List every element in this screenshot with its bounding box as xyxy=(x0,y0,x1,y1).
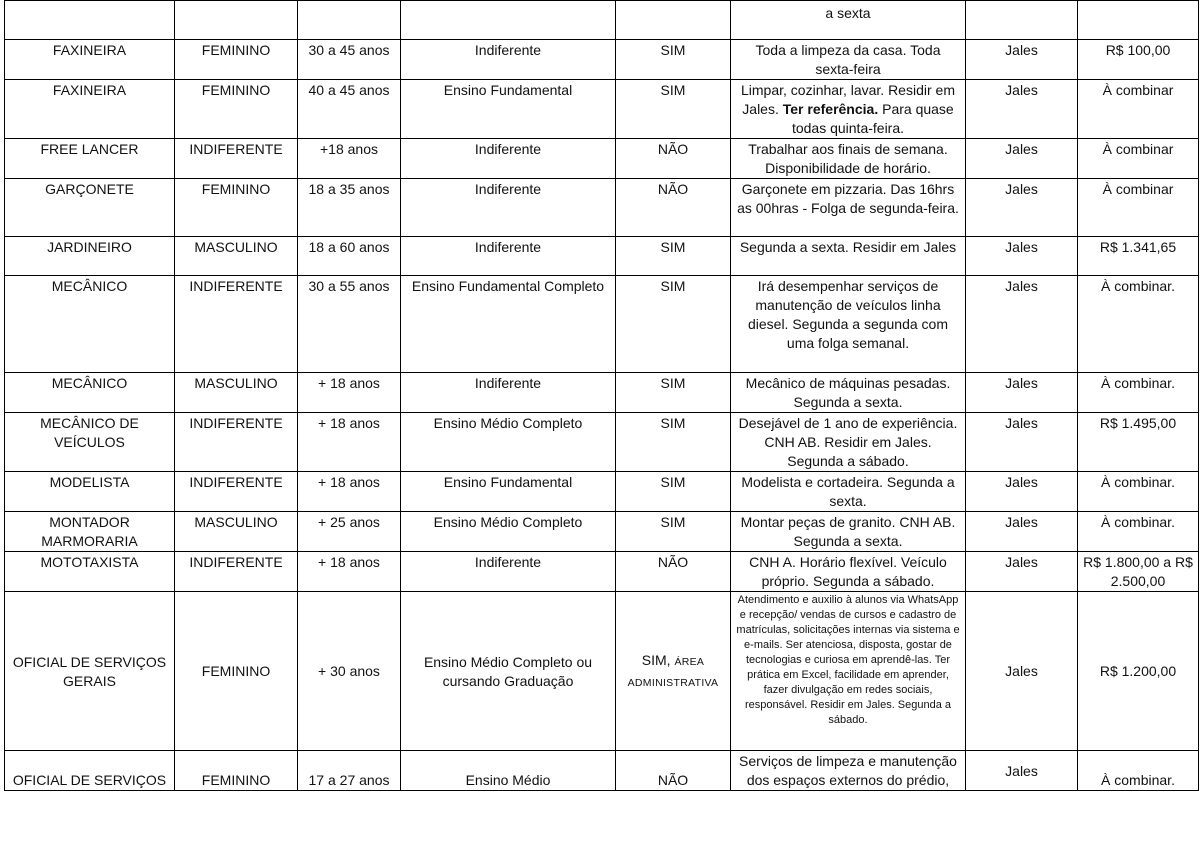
experiencia-cell: SIM xyxy=(616,472,731,512)
experiencia-cell: SIM xyxy=(616,413,731,472)
experiencia-cell xyxy=(616,592,731,751)
idade-cell: + 30 anos xyxy=(298,592,401,751)
cidade-cell: Jales xyxy=(966,751,1078,791)
salario-cell: À combinar. xyxy=(1078,472,1199,512)
cidade-cell: Jales xyxy=(966,40,1078,80)
table-row xyxy=(5,592,1199,751)
cidade-cell: Jales xyxy=(966,472,1078,512)
idade-cell: + 18 anos xyxy=(298,413,401,472)
sexo-cell: FEMININO xyxy=(175,179,298,237)
sexo-cell: MASCULINO xyxy=(175,512,298,552)
experiencia-value: SIM, xyxy=(641,651,671,668)
idade-cell xyxy=(298,1,401,40)
table-row xyxy=(5,40,1199,80)
cargo-cell: FAXINEIRA xyxy=(5,80,175,139)
table-row xyxy=(5,472,1199,512)
descricao-cell xyxy=(731,80,966,139)
idade-cell: 18 a 35 anos xyxy=(298,179,401,237)
descricao-cell: Trabalhar aos finais de semana. Disponibilidade de horário. xyxy=(731,139,966,179)
experiencia-cell: SIM xyxy=(616,80,731,139)
escolaridade-cell: Ensino Fundamental xyxy=(401,80,616,139)
escolaridade-cell: Ensino Médio Completo xyxy=(401,512,616,552)
table-row xyxy=(5,552,1199,592)
salario-cell: R$ 100,00 xyxy=(1078,40,1199,80)
idade-cell: 17 a 27 anos xyxy=(298,751,401,791)
cargo-cell: OFICIAL DE SERVIÇOS GERAIS xyxy=(5,592,175,751)
escolaridade-cell: Ensino Médio xyxy=(401,751,616,791)
cidade-cell: Jales xyxy=(966,139,1078,179)
cargo-cell: OFICIAL DE SERVIÇOS xyxy=(5,751,175,791)
escolaridade-cell: Ensino Fundamental xyxy=(401,472,616,512)
cidade-cell: Jales xyxy=(966,592,1078,751)
experiencia-cell xyxy=(616,1,731,40)
escolaridade-cell: Indiferente xyxy=(401,139,616,179)
experiencia-cell: SIM xyxy=(616,237,731,276)
table-row xyxy=(5,276,1199,373)
experiencia-cell: SIM xyxy=(616,276,731,373)
escolaridade-cell: Indiferente xyxy=(401,552,616,592)
cidade-cell: Jales xyxy=(966,413,1078,472)
idade-cell: 40 a 45 anos xyxy=(298,80,401,139)
escolaridade-cell: Ensino Médio Completo ou cursando Graduação xyxy=(401,592,616,751)
salario-cell: À combinar. xyxy=(1078,751,1199,791)
salario-cell: À combinar. xyxy=(1078,512,1199,552)
sexo-cell: INDIFERENTE xyxy=(175,413,298,472)
descricao-cell: Irá desempenhar serviços de manutenção de veículos linha diesel. Segunda a segunda com uma folga semanal. xyxy=(731,276,966,373)
cargo-cell: MECÂNICO xyxy=(5,276,175,373)
experiencia-cell: SIM xyxy=(616,373,731,413)
descricao-text: Para quase todas quinta-feira. xyxy=(791,101,954,136)
job-listings-table xyxy=(4,0,1199,791)
descricao-cell: Mecânico de máquinas pesadas. Segunda a sexta. xyxy=(731,373,966,413)
escolaridade-cell: Indiferente xyxy=(401,40,616,80)
descricao-cell: a sexta xyxy=(731,1,966,40)
salario-cell: À combinar xyxy=(1078,179,1199,237)
experiencia-cell: NÃO xyxy=(616,751,731,791)
table-row xyxy=(5,512,1199,552)
cidade-cell: Jales xyxy=(966,237,1078,276)
cargo-cell xyxy=(5,1,175,40)
cidade-cell: Jales xyxy=(966,80,1078,139)
experiencia-cell: SIM xyxy=(616,512,731,552)
sexo-cell: FEMININO xyxy=(175,592,298,751)
cargo-cell: FAXINEIRA xyxy=(5,40,175,80)
cidade-cell: Jales xyxy=(966,276,1078,373)
descricao-cell: Desejável de 1 ano de experiência. CNH AB. Residir em Jales. Segunda a sábado. xyxy=(731,413,966,472)
table-row xyxy=(5,1,1199,40)
descricao-cell: Modelista e cortadeira. Segunda a sexta. xyxy=(731,472,966,512)
salario-cell: R$ 1.200,00 xyxy=(1078,592,1199,751)
cargo-cell: JARDINEIRO xyxy=(5,237,175,276)
idade-cell: + 18 anos xyxy=(298,472,401,512)
sexo-cell: FEMININO xyxy=(175,751,298,791)
idade-cell: + 18 anos xyxy=(298,552,401,592)
descricao-cell: Montar peças de granito. CNH AB. Segunda a sexta. xyxy=(731,512,966,552)
idade-cell: 18 a 60 anos xyxy=(298,237,401,276)
descricao-cell: Atendimento e auxilio à alunos via WhatsApp e recepção/ vendas de cursos e cadastro de matrículas, solicitações internas via sistema e e-mails. Ser atenciosa, disposta, gostar de tecnologias e curiosa em aprendê-las. Ter prática em Excel, facilidade em aprender, fazer divulgação em redes sociais, responsável. Residir em Jales. Segunda a sábado. xyxy=(731,592,966,751)
descricao-cell: Toda a limpeza da casa. Toda sexta-feira xyxy=(731,40,966,80)
descricao-cell: Garçonete em pizzaria. Das 16hrs as 00hras - Folga de segunda-feira. xyxy=(731,179,966,237)
sexo-cell: INDIFERENTE xyxy=(175,552,298,592)
descricao-cell: Segunda a sexta. Residir em Jales xyxy=(731,237,966,276)
salario-cell xyxy=(1078,1,1199,40)
cidade-cell: Jales xyxy=(966,512,1078,552)
table-row xyxy=(5,237,1199,276)
salario-cell: R$ 1.495,00 xyxy=(1078,413,1199,472)
table-row xyxy=(5,373,1199,413)
sexo-cell: FEMININO xyxy=(175,40,298,80)
idade-cell: 30 a 55 anos xyxy=(298,276,401,373)
table-row xyxy=(5,751,1199,791)
table-row xyxy=(5,80,1199,139)
escolaridade-cell: Indiferente xyxy=(401,179,616,237)
descricao-cell: CNH A. Horário flexível. Veículo próprio. Segunda a sábado. xyxy=(731,552,966,592)
sexo-cell: FEMININO xyxy=(175,80,298,139)
escolaridade-cell: Ensino Fundamental Completo xyxy=(401,276,616,373)
table-row xyxy=(5,179,1199,237)
salario-cell: À combinar. xyxy=(1078,373,1199,413)
idade-cell: +18 anos xyxy=(298,139,401,179)
experiencia-cell: SIM xyxy=(616,40,731,80)
sexo-cell: INDIFERENTE xyxy=(175,276,298,373)
cidade-cell: Jales xyxy=(966,373,1078,413)
escolaridade-cell xyxy=(401,1,616,40)
escolaridade-cell: Ensino Médio Completo xyxy=(401,413,616,472)
descricao-text: Limpar, cozinhar, lavar. Residir em Jales. xyxy=(741,82,955,117)
cidade-cell: Jales xyxy=(966,179,1078,237)
cargo-cell: MONTADOR MARMORARIA xyxy=(5,512,175,552)
salario-cell: R$ 1.341,65 xyxy=(1078,237,1199,276)
sexo-cell: INDIFERENTE xyxy=(175,139,298,179)
experiencia-cell: NÃO xyxy=(616,552,731,592)
experiencia-note: ÁREA ADMINISTRATIVA xyxy=(627,655,719,689)
cargo-cell: GARÇONETE xyxy=(5,179,175,237)
experiencia-cell: NÃO xyxy=(616,139,731,179)
salario-cell: À combinar xyxy=(1078,139,1199,179)
idade-cell: 30 a 45 anos xyxy=(298,40,401,80)
salario-cell: R$ 1.800,00 a R$ 2.500,00 xyxy=(1078,552,1199,592)
table-row xyxy=(5,139,1199,179)
escolaridade-cell: Indiferente xyxy=(401,373,616,413)
sexo-cell xyxy=(175,1,298,40)
sexo-cell: INDIFERENTE xyxy=(175,472,298,512)
descricao-cell: Serviços de limpeza e manutenção dos espaços externos do prédio, xyxy=(731,751,966,791)
sexo-cell: MASCULINO xyxy=(175,237,298,276)
cargo-cell: FREE LANCER xyxy=(5,139,175,179)
cargo-cell: MODELISTA xyxy=(5,472,175,512)
experiencia-cell: NÃO xyxy=(616,179,731,237)
escolaridade-cell: Indiferente xyxy=(401,237,616,276)
salario-cell: À combinar xyxy=(1078,80,1199,139)
cargo-cell: MECÂNICO xyxy=(5,373,175,413)
table-row xyxy=(5,413,1199,472)
cidade-cell: Jales xyxy=(966,552,1078,592)
descricao-highlight: Ter referência. xyxy=(782,101,879,117)
cidade-cell xyxy=(966,1,1078,40)
idade-cell: + 25 anos xyxy=(298,512,401,552)
idade-cell: + 18 anos xyxy=(298,373,401,413)
sexo-cell: MASCULINO xyxy=(175,373,298,413)
salario-cell: À combinar. xyxy=(1078,276,1199,373)
cargo-cell: MOTOTAXISTA xyxy=(5,552,175,592)
cargo-cell: MECÂNICO DE VEÍCULOS xyxy=(5,413,175,472)
